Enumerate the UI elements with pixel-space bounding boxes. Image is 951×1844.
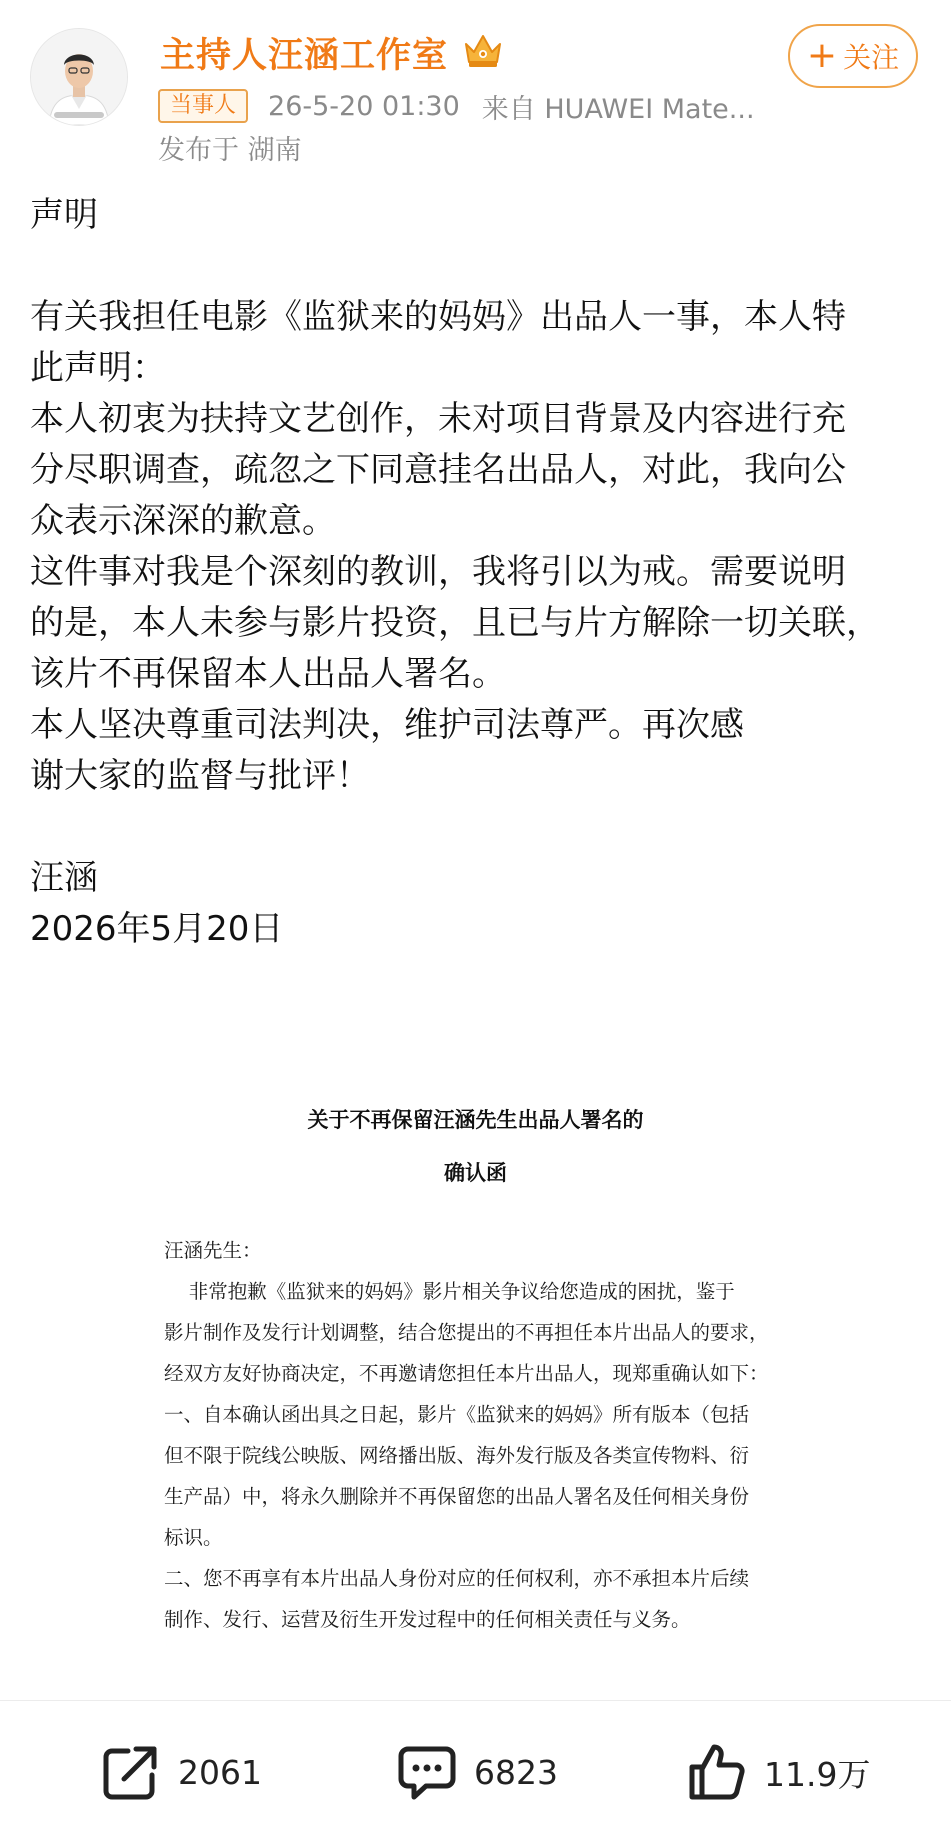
thumbs-up-icon [686,1741,748,1803]
plus-icon: + [806,35,838,76]
post-location: 发布于 湖南 [158,135,302,166]
document-line: 生产品）中，将永久删除并不再保留您的出品人署名及任何相关身份 [164,1485,750,1508]
repost-button[interactable] [100,1740,262,1804]
comment-button[interactable] [396,1740,558,1804]
document-line: 一、自本确认函出具之日起，影片《监狱来的妈妈》所有版本（包括 [164,1403,750,1426]
post-line: 有关我担任电影《监狱来的妈妈》出品人一事，本人特 [30,297,846,337]
comment-count: 6823 [474,1752,558,1792]
party-badge: 当事人 [158,89,248,123]
post-line: 2026年5月20日 [30,909,284,949]
follow-label: 关注 [843,41,900,74]
action-bar [0,1710,951,1830]
post-time: 26-5-20 01:30 [268,90,460,122]
attached-document-image[interactable] [0,1060,951,1700]
avatar[interactable] [30,28,128,126]
repost-count: 2061 [178,1752,262,1792]
avatar-photo-icon [31,29,127,125]
post-body [30,190,930,955]
document-line: 非常抱歉《监狱来的妈妈》影片相关争议给您造成的困扰，鉴于 [164,1280,735,1303]
comment-icon [396,1741,458,1803]
document-line: 二、您不再享有本片出品人身份对应的任何权利，亦不承担本片后续 [164,1567,750,1590]
document-line: 经双方友好协商决定，不再邀请您担任本片出品人，现郑重确认如下： [164,1362,769,1385]
document-line: 但不限于院线公映版、网络播出版、海外发行版及各类宣传物料、衍 [164,1444,750,1467]
author-name[interactable]: 主持人汪涵工作室 [160,36,449,76]
post-line: 本人坚决尊重司法判决，维护司法尊严。再次感 [30,705,744,745]
divider [0,1700,951,1701]
post-line: 声明 [30,195,98,235]
post-line: 此声明： [30,348,166,388]
post-line: 该片不再保留本人出品人署名。 [30,654,506,694]
document-line: 制作、发行、运营及衍生开发过程中的任何相关责任与义务。 [164,1608,691,1631]
post-line: 本人初衷为扶持文艺创作，未对项目背景及内容进行充 [30,399,846,439]
post-meta [158,88,755,124]
post-source: 来自 HUAWEI Mate... [481,93,755,125]
document-title-line2: 确认函 [444,1160,507,1185]
post-line: 众表示深深的歉意。 [30,501,336,541]
post-line: 这件事对我是个深刻的教训，我将引以为戒。需要说明 [30,552,846,592]
paragraph-gap [30,802,930,853]
paragraph-gap [30,241,930,292]
document-line: 标识。 [164,1526,223,1549]
document-title-line1: 关于不再保留汪涵先生出品人署名的 [307,1107,644,1132]
crown-icon [462,30,504,70]
post-line: 汪涵 [30,858,98,898]
like-count: 11.9万 [764,1754,871,1794]
post-line: 分尽职调查，疏忽之下同意挂名出品人，对此，我向公 [30,450,846,490]
post-line: 谢大家的监督与批评！ [30,756,370,796]
share-icon [100,1741,162,1803]
follow-button[interactable] [788,24,918,88]
post-header [0,0,951,170]
document-line: 汪涵先生： [164,1239,262,1262]
like-button[interactable] [686,1740,870,1804]
post-line: 的是，本人未参与影片投资，且已与片方解除一切关联， [30,603,880,643]
document-line: 影片制作及发行计划调整，结合您提出的不再担任本片出品人的要求， [164,1321,769,1344]
